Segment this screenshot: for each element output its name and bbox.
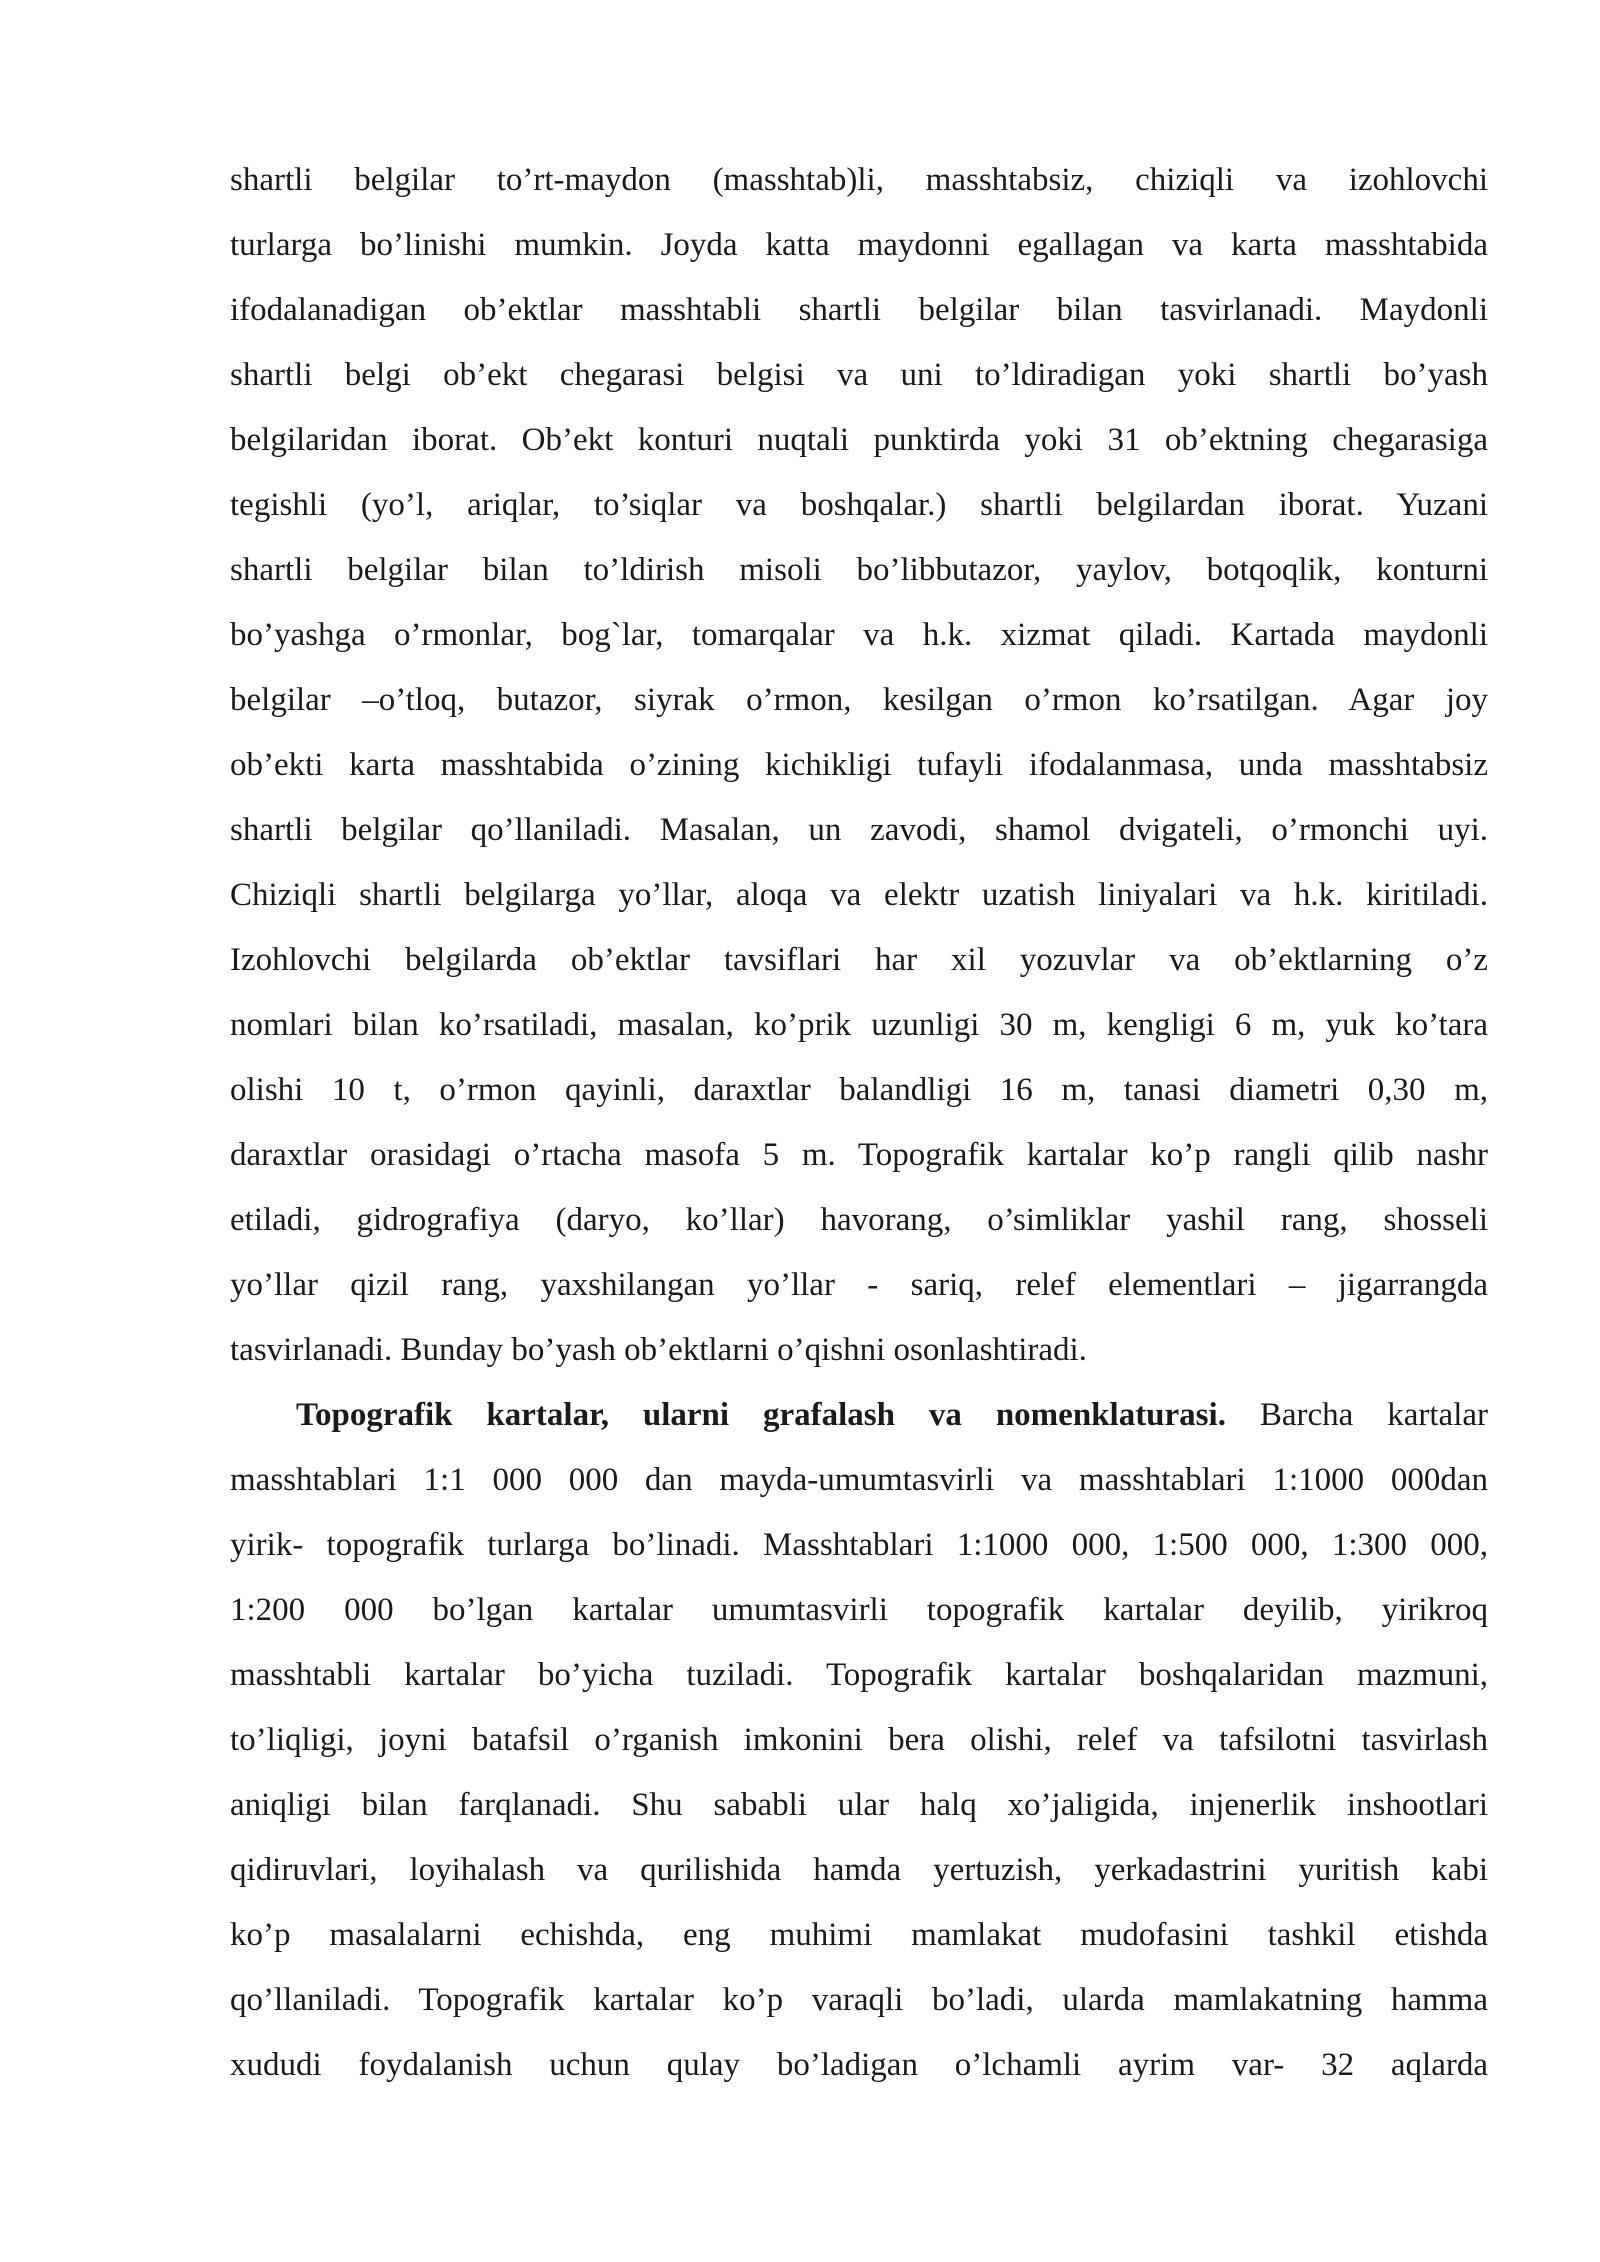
text-line: belgilar –o’tloq, butazor, siyrak o’rmon, kesilgan o’rmon ko’rsatilgan. Agar joy (230, 682, 1488, 718)
paragraph-shartli-belgilar (230, 148, 1488, 1383)
text-line: masshtablari 1:1 000 000 dan mayda-umumtasvirli va masshtablari 1:1000 000dan (230, 1462, 1488, 1498)
text-line: shartli belgilar bilan to’ldirish misoli bo’libbutazor, yaylov, botqoqlik, konturni (230, 552, 1488, 588)
text-line: shartli belgi ob’ekt chegarasi belgisi va uni to’ldiradigan yoki shartli bo’yash (230, 357, 1488, 393)
text-line: bo’yashga o’rmonlar, bog`lar, tomarqalar va h.k. xizmat qiladi. Kartada maydonli (230, 617, 1488, 653)
paragraph-topografik-kartalar (230, 1383, 1488, 2098)
text-line: daraxtlar orasidagi o’rtacha masofa 5 m. Topografik kartalar ko’p rangli qilib nashr (230, 1137, 1488, 1173)
text-line: belgilaridan iborat. Ob’ekt konturi nuqtali punktirda yoki 31 ob’ektning chegarasiga (230, 422, 1488, 458)
document-page (230, 148, 1488, 2098)
text-line: 1:200 000 bo’lgan kartalar umumtasvirli topografik kartalar deyilib, yirikroq (230, 1592, 1488, 1628)
text-line: shartli belgilar to’rt-maydon (masshtab)li, masshtabsiz, chiziqli va izohlovchi (230, 162, 1488, 198)
text-line: yo’llar qizil rang, yaxshilangan yo’llar - sariq, relef elementlari – jigarrangda (230, 1267, 1488, 1303)
text-line: ko’p masalalarni echishda, eng muhimi mamlakat mudofasini tashkil etishda (230, 1917, 1488, 1953)
text-line: tasvirlanadi. Bunday bo’yash ob’ektlarni o’qishni osonlashtiradi. (230, 1332, 1087, 1368)
text-line: masshtabli kartalar bo’yicha tuziladi. Topografik kartalar boshqalaridan mazmuni, (230, 1657, 1488, 1693)
text-line: qo’llaniladi. Topografik kartalar ko’p varaqli bo’ladi, ularda mamlakatning hamma (230, 1982, 1488, 2018)
text-line: shartli belgilar qo’llaniladi. Masalan, un zavodi, shamol dvigateli, o’rmonchi uyi. (230, 812, 1488, 848)
text-line: tegishli (yo’l, ariqlar, to’siqlar va boshqalar.) shartli belgilardan iborat. Yuzani (230, 487, 1488, 523)
heading-line-rest: Barcha kartalar (1259, 1397, 1489, 1433)
text-line: Chiziqli shartli belgilarga yo’llar, aloqa va elektr uzatish liniyalari va h.k. kiritiladi. (230, 877, 1488, 913)
text-line: etiladi, gidrografiya (daryo, ko’llar) havorang, o’simliklar yashil rang, shosseli (230, 1202, 1488, 1238)
text-line: turlarga bo’linishi mumkin. Joyda katta maydonni egallagan va karta masshtabida (230, 227, 1488, 263)
text-line: aniqligi bilan farqlanadi. Shu sababli ular halq xo’jaligida, injenerlik inshootlari (230, 1787, 1488, 1823)
text-line: to’liqligi, joyni batafsil o’rganish imkonini bera olishi, relef va tafsilotni tasvirlash (230, 1722, 1488, 1758)
text-line: qidiruvlari, loyihalash va qurilishida hamda yertuzish, yerkadastrini yuritish kabi (230, 1852, 1488, 1888)
text-line: olishi 10 t, o’rmon qayinli, daraxtlar balandligi 16 m, tanasi diametri 0,30 m, (230, 1072, 1488, 1108)
heading-line (230, 1383, 1488, 1448)
text-line: yirik- topografik turlarga bo’linadi. Masshtablari 1:1000 000, 1:500 000, 1:300 000, (230, 1527, 1488, 1563)
section-heading: Topografik kartalar, ularni grafalash va nomenklaturasi. (296, 1397, 1226, 1433)
text-line: nomlari bilan ko’rsatiladi, masalan, ko’prik uzunligi 30 m, kengligi 6 m, yuk ko’tara (230, 1007, 1488, 1043)
text-line: xududi foydalanish uchun qulay bo’ladigan o’lchamli ayrim var- 32 aqlarda (230, 2047, 1488, 2083)
text-line: ob’ekti karta masshtabida o’zining kichikligi tufayli ifodalanmasa, unda masshtabsiz (230, 747, 1488, 783)
text-line: ifodalanadigan ob’ektlar masshtabli shartli belgilar bilan tasvirlanadi. Maydonli (230, 292, 1488, 328)
text-line: Izohlovchi belgilarda ob’ektlar tavsiflari har xil yozuvlar va ob’ektlarning o’z (230, 942, 1488, 978)
